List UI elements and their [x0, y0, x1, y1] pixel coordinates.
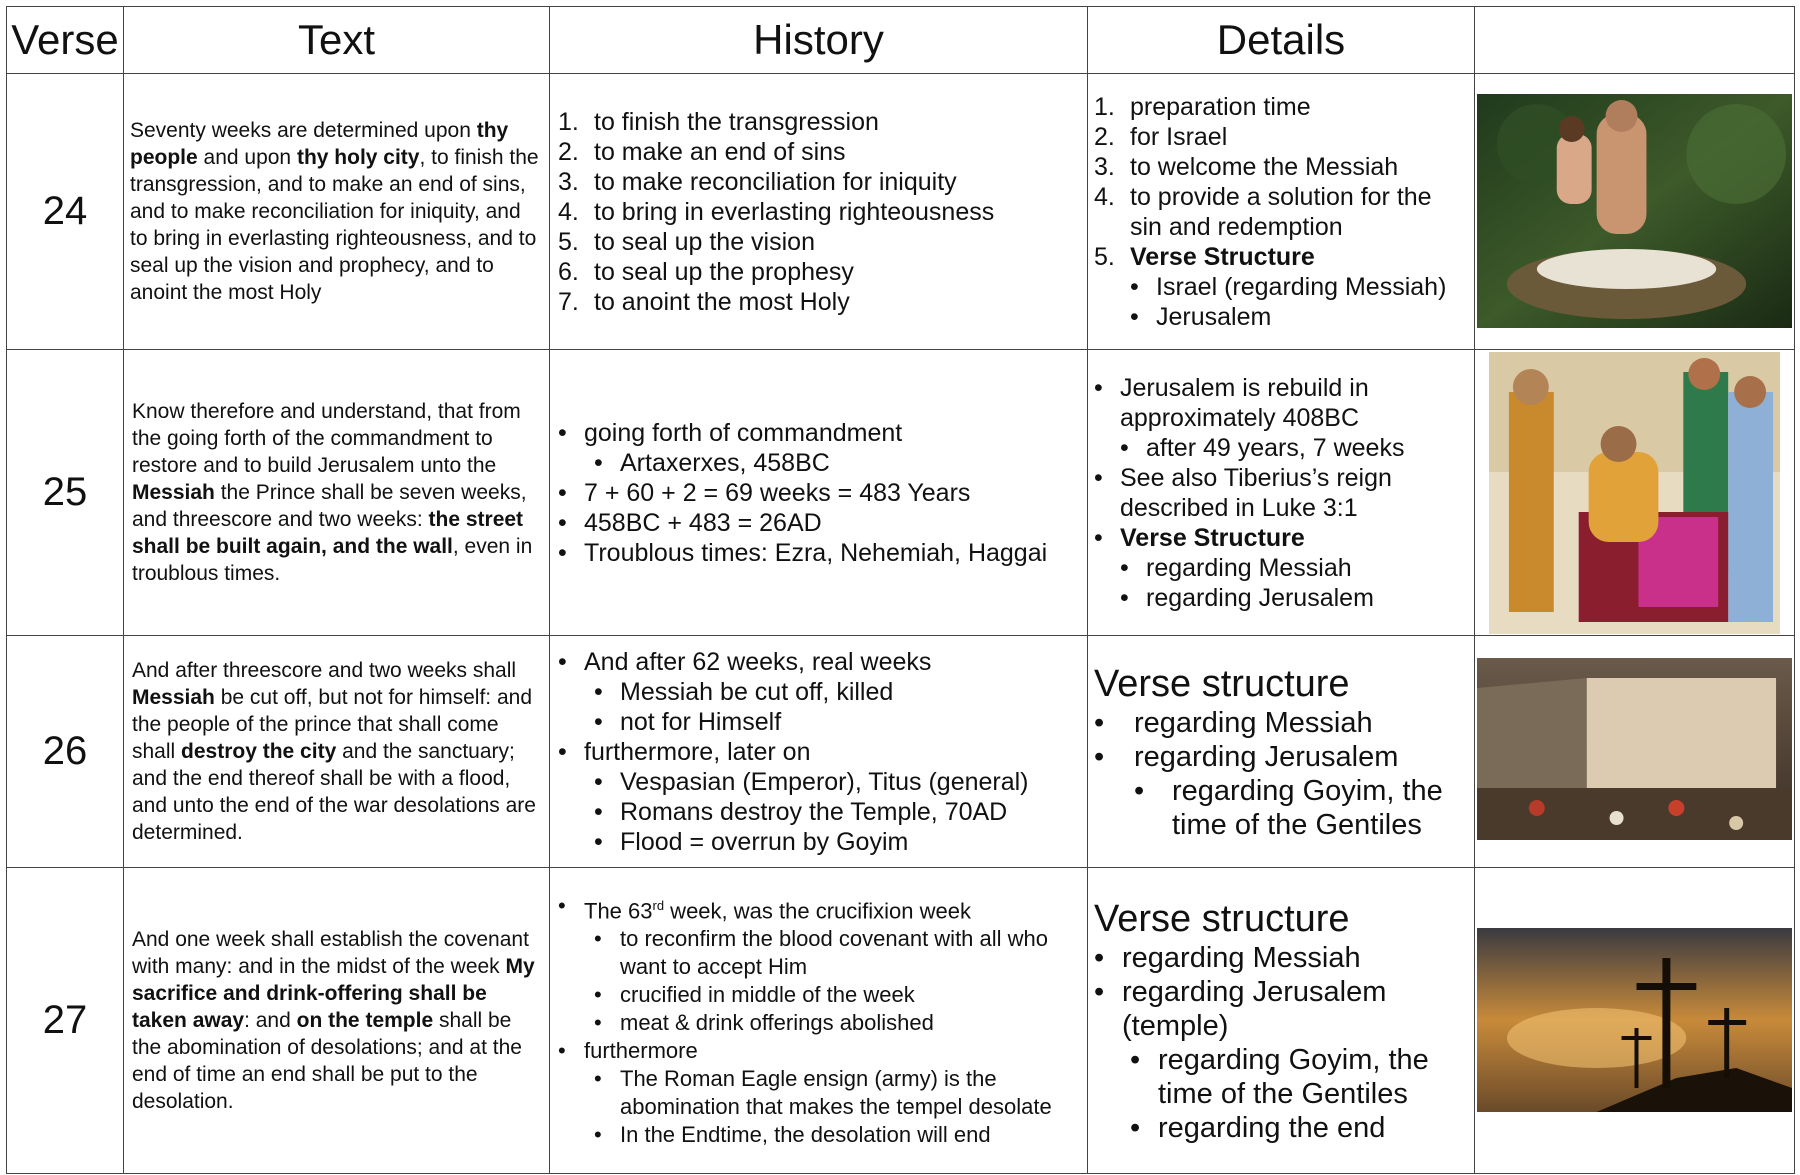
list-item: 2. for Israel	[1094, 122, 1228, 151]
list-item: 1. preparation time	[1094, 92, 1311, 121]
list-item: • not for Himself	[594, 707, 782, 736]
list-item: • after 49 years, 7 weeks	[1120, 433, 1405, 462]
list-item: • Jerusalem	[1130, 302, 1272, 331]
image-cell	[1475, 74, 1795, 350]
verse-table	[6, 6, 1795, 1174]
verse-structure-title: Verse structure	[1094, 662, 1350, 705]
list-item: • Israel (regarding Messiah)	[1130, 272, 1447, 301]
image-cell	[1475, 350, 1795, 636]
history-list	[558, 418, 1077, 448]
list-item: 5. Verse Structure	[1094, 242, 1315, 271]
verse-number: 25	[7, 350, 124, 636]
list-item: 6. to seal up the prophesy	[558, 257, 854, 286]
list-item: • crucified in middle of the week	[594, 982, 915, 1008]
text-part-bold: thy holy city	[296, 146, 420, 169]
header-verse: Verse	[7, 7, 124, 74]
text-part: and upon	[197, 146, 297, 169]
list-item: • Jerusalem is rebuild in approximately 408BC	[1094, 373, 1369, 432]
list-item: • And after 62 weeks, real weeks	[558, 647, 932, 676]
verse-text: Know therefore and understand, that from the going forth of the commandment to restore and to build Jerusalem unto the Messiah the Prince shall be seven weeks, and threescore and two weeks: the street shall be built again, and the wall, even in troublous times.	[124, 350, 550, 636]
list-item: • The Roman Eagle ensign (army) is the abomination that makes the tempel desolate	[594, 1066, 1052, 1120]
details-cell	[1088, 74, 1475, 350]
image-cell	[1475, 868, 1795, 1174]
text-part: , to finish the transgression, and to make an end of sins, and to make reconciliation for iniquity, and to bring in everlasting righteousness, and to seal up the vision and prophecy, and to anoint the most Holy	[130, 146, 539, 304]
header-history: History	[550, 7, 1088, 74]
list-item: • Artaxerxes, 458BC	[594, 448, 830, 477]
abraham-sacrifice-image	[1477, 94, 1792, 328]
history-cell	[550, 868, 1088, 1174]
table-row	[7, 868, 1795, 1174]
list-item: • regarding Goyim, the time of the Gentiles	[1134, 774, 1443, 841]
verse-number: 24	[7, 74, 124, 350]
list-item: • In the Endtime, the desolation will end	[594, 1122, 991, 1148]
verse-structure-title: Verse structure	[1094, 897, 1350, 940]
list-item: 2. to make an end of sins	[558, 137, 846, 166]
list-item: • 458BC + 483 = 26AD	[558, 508, 822, 537]
list-item: • See also Tiberius’s reign described in Luke 3:1	[1094, 463, 1392, 522]
list-item: • regarding Goyim, the time of the Gentiles	[1130, 1043, 1429, 1110]
list-item: 1. to finish the transgression	[558, 107, 879, 136]
verse-text: And one week shall establish the covenant with many: and in the midst of the week My sacrifice and drink-offering shall be taken away: and on the temple shall be the abomination of desolations; and at the end of time an end shall be put to the desolation.	[124, 868, 550, 1174]
header-details: Details	[1088, 7, 1475, 74]
list-item: • regarding Messiah	[1094, 941, 1361, 974]
details-cell	[1088, 868, 1475, 1174]
image-cell	[1475, 636, 1795, 868]
text-part: Seventy weeks are determined upon	[130, 119, 477, 142]
details-sublist	[1094, 272, 1466, 332]
table-row	[7, 74, 1795, 350]
list-item: • Verse Structure	[1094, 523, 1305, 552]
list-item: 4. to provide a solution for the sin and redemption	[1094, 182, 1432, 241]
list-item: • Troublous times: Ezra, Nehemiah, Haggai	[558, 538, 1048, 567]
details-cell	[1088, 350, 1475, 636]
table-row	[7, 350, 1795, 636]
list-item: 3. to welcome the Messiah	[1094, 152, 1399, 181]
history-cell	[550, 350, 1088, 636]
list-item: • Romans destroy the Temple, 70AD	[594, 797, 1008, 826]
history-cell	[550, 636, 1088, 868]
list-item: • furthermore, later on	[558, 737, 811, 766]
list-item: • regarding Messiah	[1120, 553, 1352, 582]
header-row	[7, 7, 1795, 74]
verse-number: 27	[7, 868, 124, 1174]
list-item: • going forth of commandment	[558, 418, 903, 447]
verse-number: 26	[7, 636, 124, 868]
verse-text	[124, 74, 550, 350]
list-item: • regarding Jerusalem	[1094, 740, 1399, 773]
list-item: 7. to anoint the most Holy	[558, 287, 850, 316]
verse-text: And after threescore and two weeks shall Messiah be cut off, but not for himself: and the people of the prince that shall come shall destroy the city and the sanctuary; and the end thereof shall be with a flood, and unto the end of the war desolations are determined.	[124, 636, 550, 868]
history-cell	[550, 74, 1088, 350]
list-item: • to reconfirm the blood covenant with all who want to accept Him	[594, 926, 1049, 980]
temple-destruction-image	[1477, 658, 1792, 840]
list-item: 4. to bring in everlasting righteousness	[558, 197, 995, 226]
details-cell	[1088, 636, 1475, 868]
list-item: 3. to make reconciliation for iniquity	[558, 167, 957, 196]
text-part-bold: thy people	[130, 119, 509, 169]
history-list	[558, 107, 1077, 317]
table-row	[7, 636, 1795, 868]
list-item: • regarding Messiah	[1094, 706, 1373, 739]
list-item: • furthermore	[558, 1038, 698, 1064]
list-item: • Flood = overrun by Goyim	[594, 827, 909, 856]
list-item: • The 63rd week, was the crucifixion week	[558, 892, 971, 924]
list-item: • regarding the end	[1130, 1111, 1386, 1144]
list-item: 5. to seal up the vision	[558, 227, 815, 256]
crucifixion-image	[1477, 928, 1792, 1112]
persian-king-decree-image	[1489, 352, 1780, 634]
list-item: • meat & drink offerings abolished	[594, 1010, 934, 1036]
list-item: • Messiah be cut off, killed	[594, 677, 894, 706]
list-item: • 7 + 60 + 2 = 69 weeks = 483 Years	[558, 478, 971, 507]
header-text: Text	[124, 7, 550, 74]
list-item: • regarding Jerusalem	[1120, 583, 1374, 612]
details-list	[1094, 92, 1466, 272]
header-image	[1475, 7, 1795, 74]
list-item: • Vespasian (Emperor), Titus (general)	[594, 767, 1029, 796]
list-item: • regarding Jerusalem (temple)	[1094, 975, 1387, 1042]
